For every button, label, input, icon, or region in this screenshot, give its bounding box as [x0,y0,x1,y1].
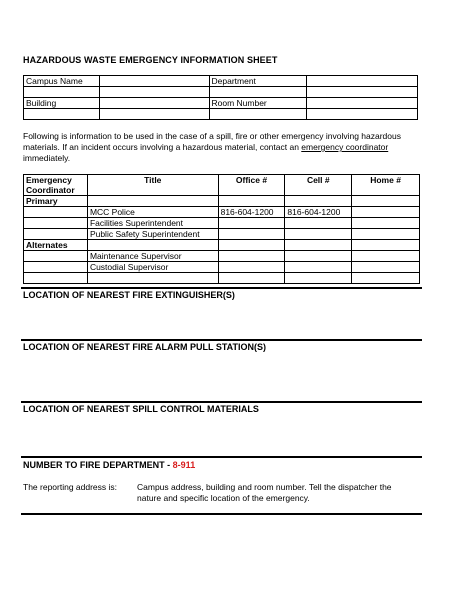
reporting-label: The reporting address is: [23,482,118,492]
contact-cell[interactable]: Maintenance Supervisor [87,251,218,262]
contact-cell[interactable] [285,196,352,207]
contact-cell[interactable] [352,251,420,262]
info-field[interactable] [99,87,209,98]
section-label: Primary [24,196,88,207]
alarm-heading: LOCATION OF NEAREST FIRE ALARM PULL STATION(S) [23,342,266,352]
info-field[interactable] [307,98,418,109]
contact-cell[interactable] [285,240,352,251]
contact-cell[interactable] [218,218,285,229]
contact-cell[interactable] [24,273,88,284]
section-divider [21,339,422,341]
table-row [24,251,420,262]
section-label: Alternates [24,240,88,251]
emergency-coordinator-link[interactable]: emergency coordinator [301,142,389,152]
info-row [24,109,418,120]
contact-cell[interactable] [352,262,420,273]
contact-cell[interactable] [352,207,420,218]
instructions-text: Following is information to be used in the case of a spill, fire or other emergency involving hazardous materials. If an incident occurs involving a hazardous material, contact an [23,131,401,152]
contact-cell[interactable] [285,218,352,229]
contact-cell[interactable] [352,229,420,240]
contact-cell[interactable] [285,262,352,273]
info-field[interactable] [307,87,418,98]
info-field[interactable] [209,109,307,120]
info-row [24,98,418,109]
contact-cell[interactable] [352,273,420,284]
contact-cell[interactable]: Facilities Superintendent [87,218,218,229]
contact-cell[interactable] [24,229,88,240]
fire-dept-number: 8-911 [172,460,196,470]
info-label: Building [24,98,100,109]
contact-cell[interactable] [352,218,420,229]
column-header: Emergency Coordinator [24,175,88,196]
bottom-divider [21,513,422,515]
info-field[interactable] [99,98,209,109]
instructions-paragraph [23,131,423,164]
table-row [24,207,420,218]
section-divider [21,401,422,403]
info-field[interactable] [307,109,418,120]
extinguisher-heading: LOCATION OF NEAREST FIRE EXTINGUISHER(S) [23,290,235,300]
reporting-text: Campus address, building and room number. Tell the dispatcher the nature and specific location of the emergency. [137,482,392,503]
document-title: HAZARDOUS WASTE EMERGENCY INFORMATION SHEET [23,55,278,65]
instructions-text-end: immediately. [23,153,71,163]
fire-dept-label: NUMBER TO FIRE DEPARTMENT - [23,460,173,470]
section-divider [21,287,422,289]
info-label: Campus Name [24,76,100,87]
table-row [24,218,420,229]
contact-cell[interactable] [218,240,285,251]
contact-cell[interactable] [24,218,88,229]
contact-cell[interactable] [24,262,88,273]
contact-cell[interactable] [24,251,88,262]
info-field[interactable] [307,76,418,87]
contact-cell[interactable] [218,196,285,207]
contact-cell[interactable] [285,251,352,262]
contact-cell[interactable] [285,273,352,284]
spill-heading: LOCATION OF NEAREST SPILL CONTROL MATERIALS [23,404,259,414]
contact-cell[interactable] [87,196,218,207]
contact-cell[interactable] [352,196,420,207]
info-label: Department [209,76,307,87]
contact-cell[interactable] [218,229,285,240]
info-field[interactable] [24,87,100,98]
contact-cell[interactable]: Public Safety Superintendent [87,229,218,240]
contact-cell[interactable] [218,273,285,284]
column-header: Title [87,175,218,196]
info-row [24,76,418,87]
contact-cell[interactable]: 816-604-1200 [285,207,352,218]
contact-cell[interactable]: MCC Police [87,207,218,218]
contacts-table [23,174,420,284]
contact-cell[interactable] [87,240,218,251]
info-field[interactable] [24,109,100,120]
info-label: Room Number [209,98,307,109]
column-header: Home # [352,175,420,196]
contact-cell[interactable] [24,207,88,218]
fire-dept-heading [23,460,195,470]
info-row [24,87,418,98]
column-header: Cell # [285,175,352,196]
contact-cell[interactable] [218,251,285,262]
section-row [24,240,420,251]
section-row [24,196,420,207]
table-row [24,229,420,240]
table-row [24,262,420,273]
info-table [23,75,418,120]
contact-cell[interactable]: 816-604-1200 [218,207,285,218]
column-header: Office # [218,175,285,196]
info-field[interactable] [209,87,307,98]
contact-cell[interactable] [285,229,352,240]
contact-cell[interactable] [352,240,420,251]
info-field[interactable] [99,76,209,87]
table-row [24,273,420,284]
contact-cell[interactable] [87,273,218,284]
contact-cell[interactable] [218,262,285,273]
info-field[interactable] [99,109,209,120]
section-divider [21,456,422,458]
contact-cell[interactable]: Custodial Supervisor [87,262,218,273]
